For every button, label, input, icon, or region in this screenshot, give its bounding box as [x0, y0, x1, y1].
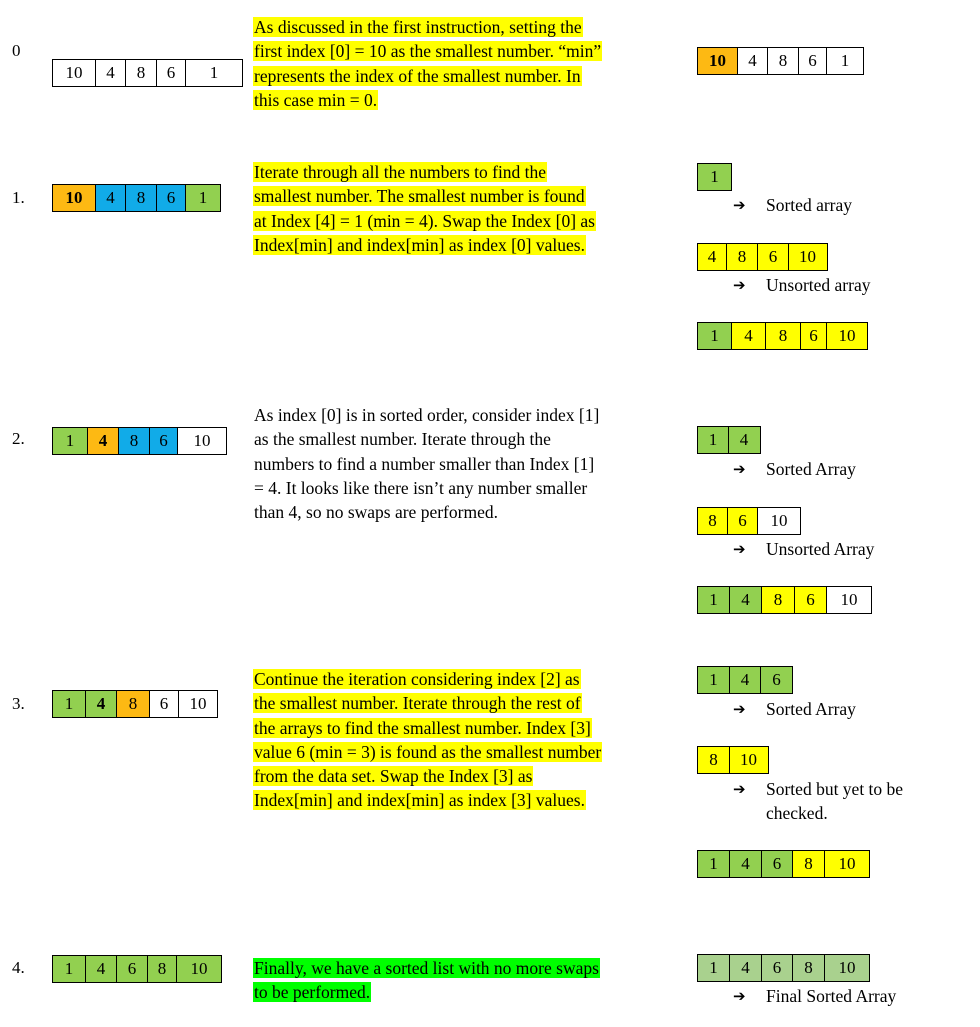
- array-cell: 8: [697, 746, 730, 774]
- array-cell: 6: [156, 184, 187, 212]
- array-cell: 4: [95, 184, 127, 212]
- array-cell: 8: [792, 954, 826, 982]
- caption-text: [766, 984, 896, 1008]
- array-cell: 6: [798, 47, 828, 75]
- array-cell: 6: [760, 666, 793, 694]
- array-cell: 4: [729, 954, 763, 982]
- array-cell: 1: [185, 59, 243, 87]
- array-cell: 1: [697, 850, 730, 878]
- array-cell: 10: [788, 243, 828, 271]
- array-cell: 6: [116, 955, 148, 983]
- array-caption: [733, 193, 963, 217]
- arrow-right-icon: ➔: [733, 460, 746, 478]
- array-cell: 1: [52, 955, 86, 983]
- array-cell: 6: [156, 59, 187, 87]
- array-cell: 10: [177, 427, 227, 455]
- description-line: value 6 (min = 3) is found as the smallest number: [254, 741, 602, 762]
- arrow-right-icon: ➔: [733, 700, 746, 718]
- description-line: Finally, we have a sorted list with no more swaps: [254, 958, 599, 978]
- step-array: [52, 955, 222, 983]
- array-cell: 1: [697, 426, 729, 454]
- array-cell: 10: [757, 507, 801, 535]
- array-cell: 8: [765, 322, 801, 350]
- array-cell: 10: [178, 690, 218, 718]
- array-cell: 6: [727, 507, 759, 535]
- array-caption: [733, 984, 963, 1008]
- description-line: as the smallest number. Iterate through the: [254, 429, 551, 450]
- array-cell: 6: [149, 427, 179, 455]
- array-cell: 4: [731, 322, 767, 350]
- array-caption: [733, 537, 963, 561]
- description-line: smallest number. The smallest number is found: [254, 186, 585, 207]
- array-cell: 1: [826, 47, 864, 75]
- caption-line: Sorted but yet to be: [766, 779, 904, 799]
- array-cell: 8: [792, 850, 826, 878]
- array-cell: 10: [697, 47, 738, 75]
- array-cell: 10: [824, 954, 870, 982]
- array-cell: 1: [697, 666, 730, 694]
- array-cell: 10: [826, 586, 872, 614]
- arrow-right-icon: ➔: [733, 540, 746, 558]
- array-cell: 6: [794, 586, 828, 614]
- step-label: 4.: [12, 958, 25, 977]
- step-array: [52, 427, 227, 455]
- result-array: [697, 666, 793, 694]
- array-cell: 4: [697, 243, 727, 271]
- description-line: represents the index of the smallest number. In: [254, 65, 581, 86]
- array-cell: 1: [697, 322, 732, 350]
- array-cell: 4: [95, 59, 127, 87]
- caption-line: Sorted Array: [766, 459, 856, 479]
- arrow-right-icon: ➔: [733, 987, 746, 1005]
- result-array: [697, 426, 761, 454]
- result-array: [697, 163, 732, 191]
- array-caption: [733, 777, 963, 825]
- array-cell: 1: [52, 690, 86, 718]
- array-cell: 4: [729, 850, 763, 878]
- result-array: [697, 954, 870, 982]
- caption-line: Final Sorted Array: [766, 986, 897, 1006]
- description-line: the arrays to find the smallest number. Index [3]: [254, 717, 591, 738]
- caption-text: [766, 273, 870, 297]
- step-description: [253, 160, 678, 257]
- array-cell: 10: [52, 184, 96, 212]
- caption-text: [766, 457, 856, 481]
- result-array: [697, 507, 801, 535]
- caption-line: Unsorted Array: [766, 539, 875, 559]
- caption-line: checked.: [766, 803, 828, 823]
- array-cell: 4: [87, 427, 120, 455]
- result-array: [697, 746, 769, 774]
- array-cell: 6: [149, 690, 180, 718]
- step-label: 3.: [12, 694, 25, 713]
- caption-line: Unsorted array: [766, 275, 871, 295]
- step-description: [253, 15, 678, 112]
- arrow-right-icon: ➔: [733, 780, 746, 798]
- description-line: first index [0] = 10 as the smallest number. “min”: [254, 41, 602, 62]
- step-label: 1.: [12, 188, 25, 207]
- array-cell: 6: [761, 954, 793, 982]
- array-cell: 6: [761, 850, 793, 878]
- description-line: As discussed in the first instruction, setting the: [254, 17, 582, 37]
- array-cell: 8: [116, 690, 150, 718]
- array-cell: 8: [726, 243, 759, 271]
- array-cell: 4: [85, 690, 118, 718]
- description-line: than 4, so no swaps are performed.: [254, 502, 498, 523]
- array-cell: 8: [767, 47, 799, 75]
- array-caption: [733, 697, 963, 721]
- caption-line: Sorted array: [766, 195, 853, 215]
- array-cell: 8: [697, 507, 728, 535]
- array-cell: 1: [697, 954, 730, 982]
- caption-text: [766, 537, 874, 561]
- step-array: [52, 59, 243, 87]
- array-cell: 10: [824, 850, 870, 878]
- array-cell: 10: [52, 59, 96, 87]
- result-array: [697, 322, 868, 350]
- description-line: this case min = 0.: [254, 89, 378, 110]
- description-line: Iterate through all the numbers to find the: [254, 162, 547, 182]
- array-cell: 1: [52, 427, 88, 455]
- description-line: to be performed.: [254, 982, 371, 1003]
- arrow-right-icon: ➔: [733, 196, 746, 214]
- array-cell: 8: [125, 184, 157, 212]
- array-cell: 4: [729, 586, 763, 614]
- array-cell: 8: [125, 59, 157, 87]
- description-line: Continue the iteration considering index [2] as: [254, 669, 580, 689]
- array-cell: 8: [147, 955, 178, 983]
- step-description: [253, 667, 678, 813]
- array-cell: 8: [761, 586, 795, 614]
- caption-text: [766, 697, 856, 721]
- step-description: [253, 956, 678, 1005]
- step-description: [253, 403, 678, 524]
- description-line: As index [0] is in sorted order, consider index [1]: [254, 405, 600, 425]
- caption-text: [766, 193, 852, 217]
- array-cell: 10: [176, 955, 222, 983]
- array-cell: 1: [185, 184, 221, 212]
- array-caption: [733, 273, 963, 297]
- array-cell: 10: [729, 746, 769, 774]
- array-cell: 1: [697, 163, 732, 191]
- step-label: 0: [12, 41, 21, 60]
- array-caption: [733, 457, 963, 481]
- array-cell: 6: [800, 322, 828, 350]
- result-array: [697, 47, 864, 75]
- description-line: Index[min] and index[min] as index [0] values.: [254, 234, 585, 255]
- result-array: [697, 243, 828, 271]
- step-label: 2.: [12, 429, 25, 448]
- caption-line: Sorted Array: [766, 699, 856, 719]
- result-array: [697, 850, 870, 878]
- array-cell: 10: [826, 322, 868, 350]
- step-array: [52, 690, 218, 718]
- array-cell: 4: [85, 955, 118, 983]
- array-cell: 1: [697, 586, 730, 614]
- description-line: the smallest number. Iterate through the rest of: [254, 693, 581, 714]
- step-array: [52, 184, 221, 212]
- array-cell: 4: [728, 426, 761, 454]
- description-line: from the data set. Swap the Index [3] as: [254, 766, 533, 787]
- description-line: numbers to find a number smaller than Index [1]: [254, 453, 595, 474]
- description-line: at Index [4] = 1 (min = 4). Swap the Index [0] as: [254, 210, 595, 231]
- caption-text: [766, 777, 903, 825]
- array-cell: 6: [757, 243, 789, 271]
- array-cell: 8: [118, 427, 150, 455]
- result-array: [697, 586, 872, 614]
- description-line: Index[min] and index[min] as index [3] values.: [254, 790, 585, 811]
- arrow-right-icon: ➔: [733, 276, 746, 294]
- array-cell: 4: [729, 666, 762, 694]
- description-line: = 4. It looks like there isn’t any number smaller: [254, 477, 588, 498]
- array-cell: 4: [737, 47, 769, 75]
